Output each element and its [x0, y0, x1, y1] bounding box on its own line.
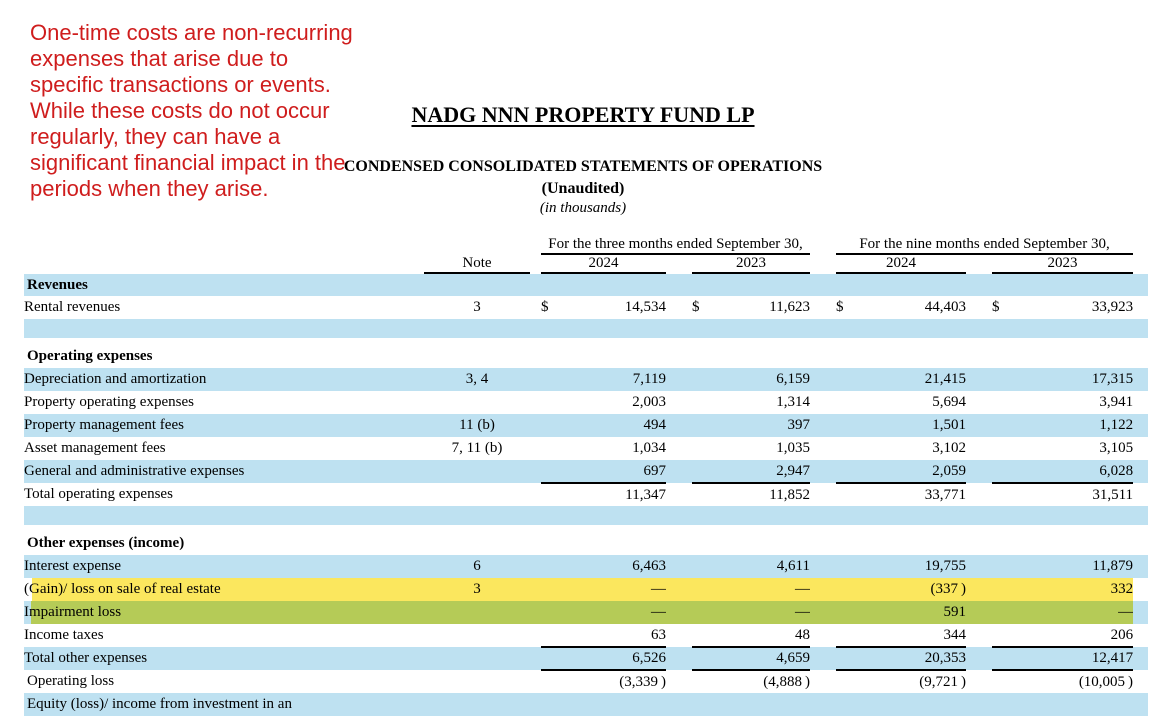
value-cell: 33,923 — [1091, 299, 1134, 315]
row-income-taxes — [24, 624, 1148, 647]
row-label: Total operating expenses — [24, 486, 173, 502]
value-cell: 2,947 — [710, 460, 810, 483]
unaudited-label: (Unaudited) — [541, 180, 625, 197]
value-cell: 591 — [855, 601, 966, 624]
row-label: Rental revenues — [24, 299, 121, 315]
value-cell: 11,623 — [769, 299, 810, 315]
row-revenues-section — [24, 273, 1148, 296]
note-cell: 3 — [473, 299, 481, 315]
value-cell: 3,102 — [932, 440, 966, 456]
value-cell: 12,417 — [1010, 647, 1133, 670]
value-cell: (337 ) — [855, 578, 966, 601]
value-cell: 332 — [1010, 578, 1133, 601]
value-cell: — — [710, 601, 810, 624]
value-cell: 6,463 — [560, 555, 666, 578]
row-label: (Gain)/ loss on sale of real estate — [24, 578, 424, 601]
three-months-2023-header: 2023 — [692, 254, 810, 273]
value-cell: 206 — [1010, 624, 1133, 647]
note-cell: 3 — [424, 578, 530, 601]
row-gain-loss-on-sale-highlighted — [24, 578, 1148, 601]
row-label: Total other expenses — [24, 647, 424, 670]
value-cell: 17,315 — [1010, 368, 1133, 391]
one-time-costs-annotation: One-time costs are non-recurring expenses that arise due to specific transactions or events. While these costs do not occur regularly, they can have a significant financial impact in the periods when they arise. — [30, 20, 353, 201]
spacer-row — [24, 338, 1148, 345]
document-heading — [0, 102, 1166, 217]
value-cell: 63 — [560, 624, 666, 647]
section-label: Other expenses (income) — [27, 535, 185, 551]
spacer-row — [24, 525, 1148, 532]
row-other-expenses-section — [24, 532, 1148, 555]
value-cell: 494 — [560, 414, 666, 437]
value-cell: 1,035 — [776, 440, 810, 456]
row-label: Property operating expenses — [24, 394, 194, 410]
value-cell: (4,888 ) — [763, 673, 810, 690]
row-label: Impairment loss — [24, 601, 424, 624]
value-cell: 6,159 — [710, 368, 810, 391]
value-cell: 48 — [710, 624, 810, 647]
note-cell: 6 — [424, 555, 530, 578]
nine-months-2023-header: 2023 — [992, 254, 1133, 273]
row-depreciation-amortization — [24, 368, 1148, 391]
value-cell: 44,403 — [924, 299, 966, 315]
value-cell: 21,415 — [855, 368, 966, 391]
row-impairment-loss-highlighted — [24, 601, 1148, 624]
row-general-administrative-expenses — [24, 460, 1148, 483]
currency-symbol: $ — [541, 299, 549, 315]
section-label: Revenues — [24, 273, 1148, 296]
value-cell: — — [710, 578, 810, 601]
row-operating-expenses-section — [24, 345, 1148, 368]
value-cell: 4,659 — [710, 647, 810, 670]
row-label: Operating loss — [27, 673, 115, 689]
row-interest-expense — [24, 555, 1148, 578]
value-cell: 3,941 — [1099, 394, 1134, 410]
period-group-header-row — [24, 236, 1148, 254]
value-cell: 1,122 — [1010, 414, 1133, 437]
value-cell: 14,534 — [624, 299, 666, 315]
row-operating-loss — [24, 670, 1148, 693]
row-label: Property management fees — [24, 414, 424, 437]
company-title: NADG NNN PROPERTY FUND LP — [411, 102, 755, 127]
nine-months-2024-header: 2024 — [836, 254, 966, 273]
value-cell: 397 — [710, 414, 810, 437]
row-property-operating-expenses — [24, 391, 1148, 414]
note-cell: 3, 4 — [424, 368, 530, 391]
currency-symbol: $ — [692, 299, 700, 315]
value-cell: 2,003 — [632, 394, 666, 410]
statement-title: CONDENSED CONSOLIDATED STATEMENTS OF OPERATIONS — [343, 158, 823, 175]
note-column-header: Note — [424, 254, 530, 273]
value-cell: 20,353 — [855, 647, 966, 670]
row-label: Asset management fees — [24, 440, 166, 456]
value-cell: 11,879 — [1010, 555, 1133, 578]
value-cell: 3,105 — [1099, 440, 1134, 456]
row-label: Interest expense — [24, 555, 424, 578]
year-header-row — [24, 254, 1148, 273]
value-cell: 1,501 — [855, 414, 966, 437]
row-label: Equity (loss)/ income from investment in an — [24, 693, 1148, 716]
row-label: Depreciation and amortization — [24, 368, 424, 391]
row-asset-management-fees — [24, 437, 1148, 460]
value-cell: 7,119 — [560, 368, 666, 391]
value-cell: 5,694 — [932, 394, 966, 410]
value-cell: 6,028 — [1010, 460, 1133, 483]
blank-row — [24, 319, 1148, 338]
value-cell: — — [560, 578, 666, 601]
three-months-2024-header: 2024 — [541, 254, 666, 273]
value-cell: 6,526 — [560, 647, 666, 670]
value-cell: 11,852 — [769, 486, 810, 503]
value-cell: 11,347 — [625, 486, 666, 503]
note-cell: 11 (b) — [424, 414, 530, 437]
note-cell: 7, 11 (b) — [451, 440, 503, 456]
row-rental-revenues — [24, 296, 1148, 319]
row-total-operating-expenses — [24, 483, 1148, 506]
value-cell: 33,771 — [924, 486, 966, 503]
value-cell: 344 — [855, 624, 966, 647]
row-equity-loss-income-truncated — [24, 693, 1148, 716]
value-cell: 1,034 — [632, 440, 666, 456]
currency-symbol: $ — [836, 299, 844, 315]
units-label: (in thousands) — [539, 200, 627, 216]
value-cell: 19,755 — [855, 555, 966, 578]
value-cell: — — [560, 601, 666, 624]
value-cell: — — [1010, 601, 1133, 624]
value-cell: 31,511 — [1092, 486, 1134, 503]
row-total-other-expenses — [24, 647, 1148, 670]
row-label: General and administrative expenses — [24, 460, 424, 483]
nine-months-group-header: For the nine months ended September 30, — [836, 236, 1133, 254]
row-label: Income taxes — [24, 627, 104, 643]
value-cell: 1,314 — [776, 394, 810, 410]
three-months-group-header: For the three months ended September 30, — [541, 236, 810, 254]
section-label: Operating expenses — [27, 348, 153, 364]
value-cell: (10,005 ) — [1078, 673, 1134, 690]
row-property-management-fees — [24, 414, 1148, 437]
statements-table — [24, 236, 1148, 716]
value-cell: (3,339 ) — [619, 673, 666, 690]
blank-row — [24, 506, 1148, 525]
currency-symbol: $ — [992, 299, 1000, 315]
value-cell: (9,721 ) — [919, 673, 966, 690]
value-cell: 697 — [560, 460, 666, 483]
value-cell: 4,611 — [710, 555, 810, 578]
value-cell: 2,059 — [855, 460, 966, 483]
